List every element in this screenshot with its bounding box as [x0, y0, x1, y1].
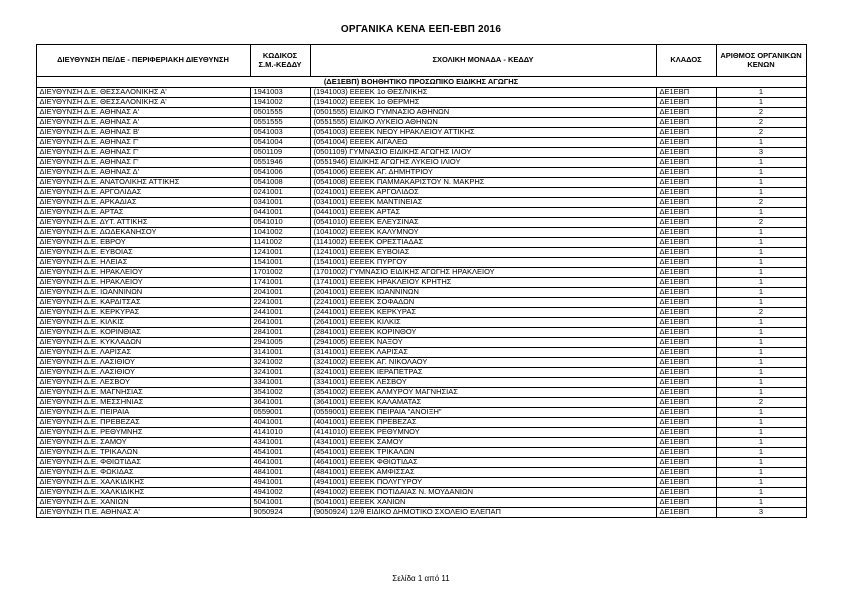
header-row: [36, 45, 806, 77]
cell-school-unit: (1141002) ΕΕΕΕΚ ΟΡΕΣΤΙΑΔΑΣ: [310, 238, 656, 248]
cell-vacancy-count: 1: [716, 408, 806, 418]
page-footer: Σελίδα 1 από 11: [392, 574, 450, 583]
cell-direction: ΔΙΕΥΘΥΝΣΗ Δ.Ε. ΧΑΛΚΙΔΙΚΗΣ: [36, 478, 250, 488]
cell-branch: ΔΕ1ΕΒΠ: [656, 368, 716, 378]
cell-vacancy-count: 1: [716, 378, 806, 388]
cell-vacancy-count: 1: [716, 238, 806, 248]
table-row: [36, 448, 806, 458]
cell-branch: ΔΕ1ΕΒΠ: [656, 328, 716, 338]
cell-code: 0541010: [250, 218, 310, 228]
cell-school-unit: (4941002) ΕΕΕΕΚ ΠΟΤΙΔΑΙΑΣ Ν. ΜΟΥΔΑΝΙΩΝ: [310, 488, 656, 498]
cell-branch: ΔΕ1ΕΒΠ: [656, 418, 716, 428]
cell-school-unit: (3541002) ΕΕΕΕΚ ΑΛΜΥΡΟΥ ΜΑΓΝΗΣΙΑΣ: [310, 388, 656, 398]
cell-direction: ΔΙΕΥΘΥΝΣΗ Δ.Ε. ΔΥΤ. ΑΤΤΙΚΗΣ: [36, 218, 250, 228]
cell-vacancy-count: 1: [716, 388, 806, 398]
cell-code: 1141002: [250, 238, 310, 248]
cell-direction: ΔΙΕΥΘΥΝΣΗ Δ.Ε. ΚΥΚΛΑΔΩΝ: [36, 338, 250, 348]
cell-direction: ΔΙΕΥΘΥΝΣΗ Δ.Ε. ΑΡΤΑΣ: [36, 208, 250, 218]
table-row: [36, 88, 806, 98]
cell-branch: ΔΕ1ΕΒΠ: [656, 378, 716, 388]
cell-school-unit: (0341001) ΕΕΕΕΚ ΜΑΝΤΙΝΕΙΑΣ: [310, 198, 656, 208]
cell-school-unit: (1041002) ΕΕΕΕΚ ΚΑΛΥΜΝΟΥ: [310, 228, 656, 238]
cell-direction: ΔΙΕΥΘΥΝΣΗ Δ.Ε. ΑΡΓΟΛΙΔΑΣ: [36, 188, 250, 198]
cell-school-unit: (2041001) ΕΕΕΕΚ ΙΩΑΝΝΙΝΩΝ: [310, 288, 656, 298]
cell-direction: ΔΙΕΥΘΥΝΣΗ Δ.Ε. ΠΡΕΒΕΖΑΣ: [36, 418, 250, 428]
cell-vacancy-count: 1: [716, 228, 806, 238]
cell-vacancy-count: 1: [716, 98, 806, 108]
table-row: [36, 478, 806, 488]
cell-vacancy-count: 1: [716, 178, 806, 188]
cell-direction: ΔΙΕΥΘΥΝΣΗ Δ.Ε. ΑΘΗΝΑΣ Α': [36, 118, 250, 128]
cell-school-unit: (2441001) ΕΕΕΕΚ ΚΕΡΚΥΡΑΣ: [310, 308, 656, 318]
cell-direction: ΔΙΕΥΘΥΝΣΗ Δ.Ε. ΗΛΕΙΑΣ: [36, 258, 250, 268]
cell-school-unit: (0541006) ΕΕΕΕΚ ΑΓ. ΔΗΜΗΤΡΙΟΥ: [310, 168, 656, 178]
cell-code: 0241001: [250, 188, 310, 198]
cell-school-unit: (9050924) 12/θ ΕΙΔΙΚΟ ΔΗΜΟΤΙΚΟ ΣΧΟΛΕΙΟ ΕΛΕΠΑΠ: [310, 508, 656, 518]
cell-vacancy-count: 1: [716, 88, 806, 98]
cell-vacancy-count: 1: [716, 458, 806, 468]
cell-branch: ΔΕ1ΕΒΠ: [656, 508, 716, 518]
cell-code: 4341001: [250, 438, 310, 448]
table-row: [36, 378, 806, 388]
cell-code: 0559001: [250, 408, 310, 418]
cell-direction: ΔΙΕΥΘΥΝΣΗ Δ.Ε. ΛΑΣΙΘΙΟΥ: [36, 368, 250, 378]
cell-code: 0501555: [250, 108, 310, 118]
table-row: [36, 428, 806, 438]
cell-code: 5041001: [250, 498, 310, 508]
cell-branch: ΔΕ1ΕΒΠ: [656, 178, 716, 188]
table-row: [36, 238, 806, 248]
cell-branch: ΔΕ1ΕΒΠ: [656, 138, 716, 148]
cell-direction: ΔΙΕΥΘΥΝΣΗ Δ.Ε. ΚΟΡΙΝΘΙΑΣ: [36, 328, 250, 338]
table-row: [36, 418, 806, 428]
cell-direction: ΔΙΕΥΘΥΝΣΗ Δ.Ε. ΧΑΛΚΙΔΙΚΗΣ: [36, 488, 250, 498]
cell-school-unit: (2841001) ΕΕΕΕΚ ΚΟΡΙΝΘΟΥ: [310, 328, 656, 338]
cell-branch: ΔΕ1ΕΒΠ: [656, 248, 716, 258]
cell-direction: ΔΙΕΥΘΥΝΣΗ Δ.Ε. ΑΘΗΝΑΣ Γ': [36, 138, 250, 148]
cell-direction: ΔΙΕΥΘΥΝΣΗ Δ.Ε. ΑΘΗΝΑΣ Α': [36, 108, 250, 118]
cell-vacancy-count: 2: [716, 398, 806, 408]
cell-branch: ΔΕ1ΕΒΠ: [656, 458, 716, 468]
table-row: [36, 298, 806, 308]
cell-branch: ΔΕ1ΕΒΠ: [656, 308, 716, 318]
cell-direction: ΔΙΕΥΘΥΝΣΗ Δ.Ε. ΑΘΗΝΑΣ Γ': [36, 148, 250, 158]
cell-code: 3641001: [250, 398, 310, 408]
cell-code: 1941002: [250, 98, 310, 108]
cell-vacancy-count: 3: [716, 148, 806, 158]
cell-direction: ΔΙΕΥΘΥΝΣΗ Δ.Ε. ΙΩΑΝΝΙΝΩΝ: [36, 288, 250, 298]
cell-direction: ΔΙΕΥΘΥΝΣΗ Δ.Ε. ΑΘΗΝΑΣ Β': [36, 128, 250, 138]
cell-direction: ΔΙΕΥΘΥΝΣΗ Δ.Ε. ΛΕΣΒΟΥ: [36, 378, 250, 388]
cell-code: 2641001: [250, 318, 310, 328]
cell-direction: ΔΙΕΥΘΥΝΣΗ Δ.Ε. ΤΡΙΚΑΛΩΝ: [36, 448, 250, 458]
cell-branch: ΔΕ1ΕΒΠ: [656, 108, 716, 118]
table-row: [36, 98, 806, 108]
page-title: ΟΡΓΑΝΙΚΑ ΚΕΝΑ ΕΕΠ-ΕΒΠ 2016: [340, 24, 502, 35]
cell-direction: ΔΙΕΥΘΥΝΣΗ Δ.Ε. ΡΕΘΥΜΝΗΣ: [36, 428, 250, 438]
cell-school-unit: (4341001) ΕΕΕΕΚ ΣΑΜΟΥ: [310, 438, 656, 448]
cell-vacancy-count: 2: [716, 108, 806, 118]
cell-school-unit: (3241002) ΕΕΕΕΚ ΑΓ. ΝΙΚΟΛΑΟΥ: [310, 358, 656, 368]
cell-direction: ΔΙΕΥΘΥΝΣΗ Δ.Ε. ΧΑΝΙΩΝ: [36, 498, 250, 508]
header-direction: ΔΙΕΥΘΥΝΣΗ ΠΕ/ΔΕ - ΠΕΡΙΦΕΡΙΑΚΗ ΔΙΕΥΘΥΝΣΗ: [36, 45, 250, 77]
cell-code: 1241001: [250, 248, 310, 258]
table-row: [36, 328, 806, 338]
cell-school-unit: (0441001) ΕΕΕΕΚ ΑΡΤΑΣ: [310, 208, 656, 218]
table-row: [36, 148, 806, 158]
cell-vacancy-count: 3: [716, 508, 806, 518]
cell-vacancy-count: 1: [716, 328, 806, 338]
cell-branch: ΔΕ1ΕΒΠ: [656, 468, 716, 478]
cell-vacancy-count: 1: [716, 468, 806, 478]
cell-vacancy-count: 1: [716, 428, 806, 438]
cell-direction: ΔΙΕΥΘΥΝΣΗ Δ.Ε. ΚΙΛΚΙΣ: [36, 318, 250, 328]
cell-code: 1941003: [250, 88, 310, 98]
cell-vacancy-count: 1: [716, 448, 806, 458]
cell-code: 0541003: [250, 128, 310, 138]
cell-code: 2441001: [250, 308, 310, 318]
cell-school-unit: (0501109) ΓΥΜΝΑΣΙΟ ΕΙΔΙΚΗΣ ΑΓΩΓΗΣ ΙΛΙΟΥ: [310, 148, 656, 158]
cell-direction: ΔΙΕΥΘΥΝΣΗ Δ.Ε. ΔΩΔΕΚΑΝΗΣΟΥ: [36, 228, 250, 238]
cell-school-unit: (0541010) ΕΕΕΕΚ ΕΛΕΥΣΙΝΑΣ: [310, 218, 656, 228]
cell-code: 3341001: [250, 378, 310, 388]
table-row: [36, 308, 806, 318]
cell-direction: ΔΙΕΥΘΥΝΣΗ Δ.Ε. ΘΕΣΣΑΛΟΝΙΚΗΣ Α': [36, 98, 250, 108]
cell-code: 4141010: [250, 428, 310, 438]
cell-vacancy-count: 1: [716, 208, 806, 218]
cell-code: 0441001: [250, 208, 310, 218]
header-code: ΚΩΔΙΚΟΣ Σ.Μ.-ΚΕΔΔΥ: [250, 45, 310, 77]
table-row: [36, 218, 806, 228]
cell-branch: ΔΕ1ΕΒΠ: [656, 498, 716, 508]
table-row: [36, 368, 806, 378]
cell-branch: ΔΕ1ΕΒΠ: [656, 218, 716, 228]
cell-branch: ΔΕ1ΕΒΠ: [656, 278, 716, 288]
cell-school-unit: (3641001) ΕΕΕΕΚ ΚΑΛΑΜΑΤΑΣ: [310, 398, 656, 408]
table-row: [36, 268, 806, 278]
table-row: [36, 388, 806, 398]
cell-direction: ΔΙΕΥΘΥΝΣΗ Δ.Ε. ΛΑΣΙΘΙΟΥ: [36, 358, 250, 368]
cell-vacancy-count: 1: [716, 278, 806, 288]
section-header: (ΔΕ1ΕΒΠ) ΒΟΗΘΗΤΙΚΟ ΠΡΟΣΩΠΙΚΟ ΕΙΔΙΚΗΣ ΑΓΩΓΗΣ: [36, 77, 806, 88]
cell-branch: ΔΕ1ΕΒΠ: [656, 288, 716, 298]
cell-school-unit: (0541004) ΕΕΕΕΚ ΑΙΓΑΛΕΩ: [310, 138, 656, 148]
cell-branch: ΔΕ1ΕΒΠ: [656, 388, 716, 398]
cell-branch: ΔΕ1ΕΒΠ: [656, 338, 716, 348]
cell-vacancy-count: 2: [716, 308, 806, 318]
cell-school-unit: (4041001) ΕΕΕΕΚ ΠΡΕΒΕΖΑΣ: [310, 418, 656, 428]
cell-direction: ΔΙΕΥΘΥΝΣΗ Δ.Ε. ΦΩΚΙΔΑΣ: [36, 468, 250, 478]
table-row: [36, 348, 806, 358]
cell-school-unit: (1541001) ΕΕΕΕΚ ΠΥΡΓΟΥ: [310, 258, 656, 268]
cell-code: 2941005: [250, 338, 310, 348]
cell-school-unit: (0559001) ΕΕΕΕΚ ΠΕΙΡΑΙΑ "ΑΝΟΙΞΗ": [310, 408, 656, 418]
table-row: [36, 198, 806, 208]
cell-vacancy-count: 1: [716, 248, 806, 258]
cell-branch: ΔΕ1ΕΒΠ: [656, 148, 716, 158]
cell-code: 0541006: [250, 168, 310, 178]
cell-vacancy-count: 1: [716, 138, 806, 148]
table-row: [36, 338, 806, 348]
table-row: [36, 398, 806, 408]
cell-code: 1701002: [250, 268, 310, 278]
table-row: [36, 248, 806, 258]
cell-vacancy-count: 1: [716, 498, 806, 508]
table-row: [36, 258, 806, 268]
cell-school-unit: (3341001) ΕΕΕΕΚ ΛΕΣΒΟΥ: [310, 378, 656, 388]
cell-school-unit: (1741001) ΕΕΕΕΚ ΗΡΑΚΛΕΙΟΥ ΚΡΗΤΗΣ: [310, 278, 656, 288]
cell-vacancy-count: 2: [716, 198, 806, 208]
cell-code: 1041002: [250, 228, 310, 238]
cell-branch: ΔΕ1ΕΒΠ: [656, 348, 716, 358]
cell-school-unit: (4541001) ΕΕΕΕΚ ΤΡΙΚΑΛΩΝ: [310, 448, 656, 458]
cell-vacancy-count: 1: [716, 288, 806, 298]
cell-branch: ΔΕ1ΕΒΠ: [656, 318, 716, 328]
cell-code: 0551946: [250, 158, 310, 168]
cell-code: 1541001: [250, 258, 310, 268]
cell-code: 0541004: [250, 138, 310, 148]
cell-vacancy-count: 2: [716, 128, 806, 138]
table-row: [36, 278, 806, 288]
cell-branch: ΔΕ1ΕΒΠ: [656, 298, 716, 308]
header-vacancy-count: ΑΡΙΘΜΟΣ ΟΡΓΑΝΙΚΩΝ ΚΕΝΩΝ: [716, 45, 806, 77]
vacancy-table: [36, 44, 807, 518]
cell-vacancy-count: 1: [716, 298, 806, 308]
cell-school-unit: (0241001) ΕΕΕΕΚ ΑΡΓΟΛΙΔΟΣ: [310, 188, 656, 198]
cell-code: 4941001: [250, 478, 310, 488]
cell-direction: ΔΙΕΥΘΥΝΣΗ Δ.Ε. ΗΡΑΚΛΕΙΟΥ: [36, 278, 250, 288]
cell-direction: ΔΙΕΥΘΥΝΣΗ Δ.Ε. ΜΕΣΣΗΝΙΑΣ: [36, 398, 250, 408]
cell-direction: ΔΙΕΥΘΥΝΣΗ Δ.Ε. ΑΝΑΤΟΛΙΚΗΣ ΑΤΤΙΚΗΣ: [36, 178, 250, 188]
cell-direction: ΔΙΕΥΘΥΝΣΗ Δ.Ε. ΕΥΒΟΙΑΣ: [36, 248, 250, 258]
cell-vacancy-count: 1: [716, 418, 806, 428]
cell-direction: ΔΙΕΥΘΥΝΣΗ Δ.Ε. ΦΘΙΩΤΙΔΑΣ: [36, 458, 250, 468]
cell-direction: ΔΙΕΥΘΥΝΣΗ Δ.Ε. ΘΕΣΣΑΛΟΝΙΚΗΣ Α': [36, 88, 250, 98]
table-row: [36, 318, 806, 328]
cell-direction: ΔΙΕΥΘΥΝΣΗ Δ.Ε. ΜΑΓΝΗΣΙΑΣ: [36, 388, 250, 398]
cell-direction: ΔΙΕΥΘΥΝΣΗ Δ.Ε. ΚΑΡΔΙΤΣΑΣ: [36, 298, 250, 308]
table-row: [36, 138, 806, 148]
cell-direction: ΔΙΕΥΘΥΝΣΗ Δ.Ε. ΑΘΗΝΑΣ Δ': [36, 168, 250, 178]
cell-direction: ΔΙΕΥΘΥΝΣΗ Δ.Ε. ΚΕΡΚΥΡΑΣ: [36, 308, 250, 318]
cell-vacancy-count: 1: [716, 158, 806, 168]
cell-vacancy-count: 1: [716, 368, 806, 378]
cell-code: 4041001: [250, 418, 310, 428]
header-branch: ΚΛΑΔΟΣ: [656, 45, 716, 77]
cell-branch: ΔΕ1ΕΒΠ: [656, 438, 716, 448]
table-row: [36, 488, 806, 498]
cell-branch: ΔΕ1ΕΒΠ: [656, 88, 716, 98]
cell-branch: ΔΕ1ΕΒΠ: [656, 408, 716, 418]
cell-vacancy-count: 1: [716, 338, 806, 348]
cell-vacancy-count: 1: [716, 188, 806, 198]
cell-direction: ΔΙΕΥΘΥΝΣΗ Δ.Ε. ΗΡΑΚΛΕΙΟΥ: [36, 268, 250, 278]
cell-code: 3241002: [250, 358, 310, 368]
cell-code: 2841001: [250, 328, 310, 338]
cell-code: 1741001: [250, 278, 310, 288]
cell-code: 0551555: [250, 118, 310, 128]
cell-school-unit: (0551946) ΕΙΔΙΚΗΣ ΑΓΩΓΗΣ ΛΥΚΕΙΟ ΙΛΙΟΥ: [310, 158, 656, 168]
cell-school-unit: (3241001) ΕΕΕΕΚ ΙΕΡΑΠΕΤΡΑΣ: [310, 368, 656, 378]
cell-school-unit: (4641001) ΕΕΕΕΚ ΦΘΙΩΤΙΔΑΣ: [310, 458, 656, 468]
cell-branch: ΔΕ1ΕΒΠ: [656, 208, 716, 218]
cell-branch: ΔΕ1ΕΒΠ: [656, 478, 716, 488]
table-row: [36, 458, 806, 468]
cell-direction: ΔΙΕΥΘΥΝΣΗ Δ.Ε. ΛΑΡΙΣΑΣ: [36, 348, 250, 358]
cell-school-unit: (1701002) ΓΥΜΝΑΣΙΟ ΕΙΔΙΚΗΣ ΑΓΩΓΗΣ ΗΡΑΚΛΕΙΟΥ: [310, 268, 656, 278]
cell-vacancy-count: 1: [716, 318, 806, 328]
table-body: [36, 88, 806, 518]
cell-school-unit: (0541008) ΕΕΕΕΚ ΠΑΜΜΑΚΑΡΙΣΤΟΥ Ν. ΜΑΚΡΗΣ: [310, 178, 656, 188]
table-row: [36, 208, 806, 218]
cell-branch: ΔΕ1ΕΒΠ: [656, 448, 716, 458]
cell-school-unit: (2641001) ΕΕΕΕΚ ΚΙΛΚΙΣ: [310, 318, 656, 328]
cell-code: 2041001: [250, 288, 310, 298]
cell-code: 2241001: [250, 298, 310, 308]
cell-code: 9050924: [250, 508, 310, 518]
table-row: [36, 188, 806, 198]
cell-direction: ΔΙΕΥΘΥΝΣΗ Δ.Ε. ΕΒΡΟΥ: [36, 238, 250, 248]
cell-code: 0541008: [250, 178, 310, 188]
cell-direction: ΔΙΕΥΘΥΝΣΗ Δ.Ε. ΣΑΜΟΥ: [36, 438, 250, 448]
cell-school-unit: (3141001) ΕΕΕΕΚ ΛΑΡΙΣΑΣ: [310, 348, 656, 358]
table-row: [36, 288, 806, 298]
cell-school-unit: (4841001) ΕΕΕΕΚ ΑΜΦΙΣΣΑΣ: [310, 468, 656, 478]
cell-vacancy-count: 2: [716, 218, 806, 228]
cell-code: 3541002: [250, 388, 310, 398]
cell-school-unit: (4941001) ΕΕΕΕΚ ΠΟΛΥΓΥΡΟΥ: [310, 478, 656, 488]
cell-school-unit: (0551555) ΕΙΔΙΚΟ ΛΥΚΕΙΟ ΑΘΗΝΩΝ: [310, 118, 656, 128]
cell-school-unit: (5041001) ΕΕΕΕΚ ΧΑΝΙΩΝ: [310, 498, 656, 508]
cell-school-unit: (0541003) ΕΕΕΕΚ ΝΕΟΥ ΗΡΑΚΛΕΙΟΥ ΑΤΤΙΚΗΣ: [310, 128, 656, 138]
cell-code: 0501109: [250, 148, 310, 158]
cell-direction: ΔΙΕΥΘΥΝΣΗ Δ.Ε. ΑΡΚΑΔΙΑΣ: [36, 198, 250, 208]
cell-branch: ΔΕ1ΕΒΠ: [656, 268, 716, 278]
cell-branch: ΔΕ1ΕΒΠ: [656, 488, 716, 498]
cell-branch: ΔΕ1ΕΒΠ: [656, 358, 716, 368]
cell-school-unit: (1941002) ΕΕΕΕΚ 1ο ΘΕΡΜΗΣ: [310, 98, 656, 108]
cell-school-unit: (0501555) ΕΙΔΙΚΟ ΓΥΜΝΑΣΙΟ ΑΘΗΝΩΝ: [310, 108, 656, 118]
table-row: [36, 468, 806, 478]
cell-school-unit: (2941005) ΕΕΕΕΚ ΝΑΞΟΥ: [310, 338, 656, 348]
table-row: [36, 228, 806, 238]
cell-direction: ΔΙΕΥΘΥΝΣΗ Δ.Ε. ΠΕΙΡΑΙΑ: [36, 408, 250, 418]
cell-vacancy-count: 1: [716, 258, 806, 268]
cell-direction: ΔΙΕΥΘΥΝΣΗ Δ.Ε. ΑΘΗΝΑΣ Γ': [36, 158, 250, 168]
cell-vacancy-count: 1: [716, 488, 806, 498]
section-header-row: [36, 77, 806, 88]
table-row: [36, 408, 806, 418]
cell-direction: ΔΙΕΥΘΥΝΣΗ Π.Ε. ΑΘΗΝΑΣ Α': [36, 508, 250, 518]
cell-vacancy-count: 1: [716, 438, 806, 448]
table-row: [36, 118, 806, 128]
header-school-unit: ΣΧΟΛΙΚΗ ΜΟΝΑΔΑ - ΚΕΔΔΥ: [310, 45, 656, 77]
cell-code: 3141001: [250, 348, 310, 358]
cell-branch: ΔΕ1ΕΒΠ: [656, 428, 716, 438]
table-row: [36, 168, 806, 178]
cell-branch: ΔΕ1ΕΒΠ: [656, 198, 716, 208]
table-row: [36, 438, 806, 448]
cell-code: 4641001: [250, 458, 310, 468]
cell-code: 4841001: [250, 468, 310, 478]
cell-school-unit: (1941003) ΕΕΕΕΚ 1ο ΘΕΣ/ΝΙΚΗΣ: [310, 88, 656, 98]
cell-vacancy-count: 1: [716, 268, 806, 278]
cell-branch: ΔΕ1ΕΒΠ: [656, 228, 716, 238]
cell-school-unit: (2241001) ΕΕΕΕΚ ΣΟΦΑΔΩΝ: [310, 298, 656, 308]
cell-vacancy-count: 1: [716, 478, 806, 488]
cell-branch: ΔΕ1ΕΒΠ: [656, 188, 716, 198]
cell-branch: ΔΕ1ΕΒΠ: [656, 118, 716, 128]
cell-code: 3241001: [250, 368, 310, 378]
cell-school-unit: (1241001) ΕΕΕΕΚ ΕΥΒΟΙΑΣ: [310, 248, 656, 258]
table-row: [36, 178, 806, 188]
cell-branch: ΔΕ1ΕΒΠ: [656, 158, 716, 168]
cell-vacancy-count: 1: [716, 358, 806, 368]
cell-branch: ΔΕ1ΕΒΠ: [656, 98, 716, 108]
table-row: [36, 128, 806, 138]
table-row: [36, 508, 806, 518]
table-row: [36, 108, 806, 118]
cell-branch: ΔΕ1ΕΒΠ: [656, 398, 716, 408]
cell-branch: ΔΕ1ΕΒΠ: [656, 238, 716, 248]
cell-code: 0341001: [250, 198, 310, 208]
cell-branch: ΔΕ1ΕΒΠ: [656, 258, 716, 268]
cell-branch: ΔΕ1ΕΒΠ: [656, 168, 716, 178]
cell-vacancy-count: 1: [716, 348, 806, 358]
cell-vacancy-count: 1: [716, 168, 806, 178]
cell-school-unit: (4141010) ΕΕΕΕΚ ΡΕΘΥΜΝΟΥ: [310, 428, 656, 438]
table-row: [36, 158, 806, 168]
table-row: [36, 498, 806, 508]
cell-code: 4941002: [250, 488, 310, 498]
cell-vacancy-count: 2: [716, 118, 806, 128]
cell-code: 4541001: [250, 448, 310, 458]
cell-branch: ΔΕ1ΕΒΠ: [656, 128, 716, 138]
table-row: [36, 358, 806, 368]
